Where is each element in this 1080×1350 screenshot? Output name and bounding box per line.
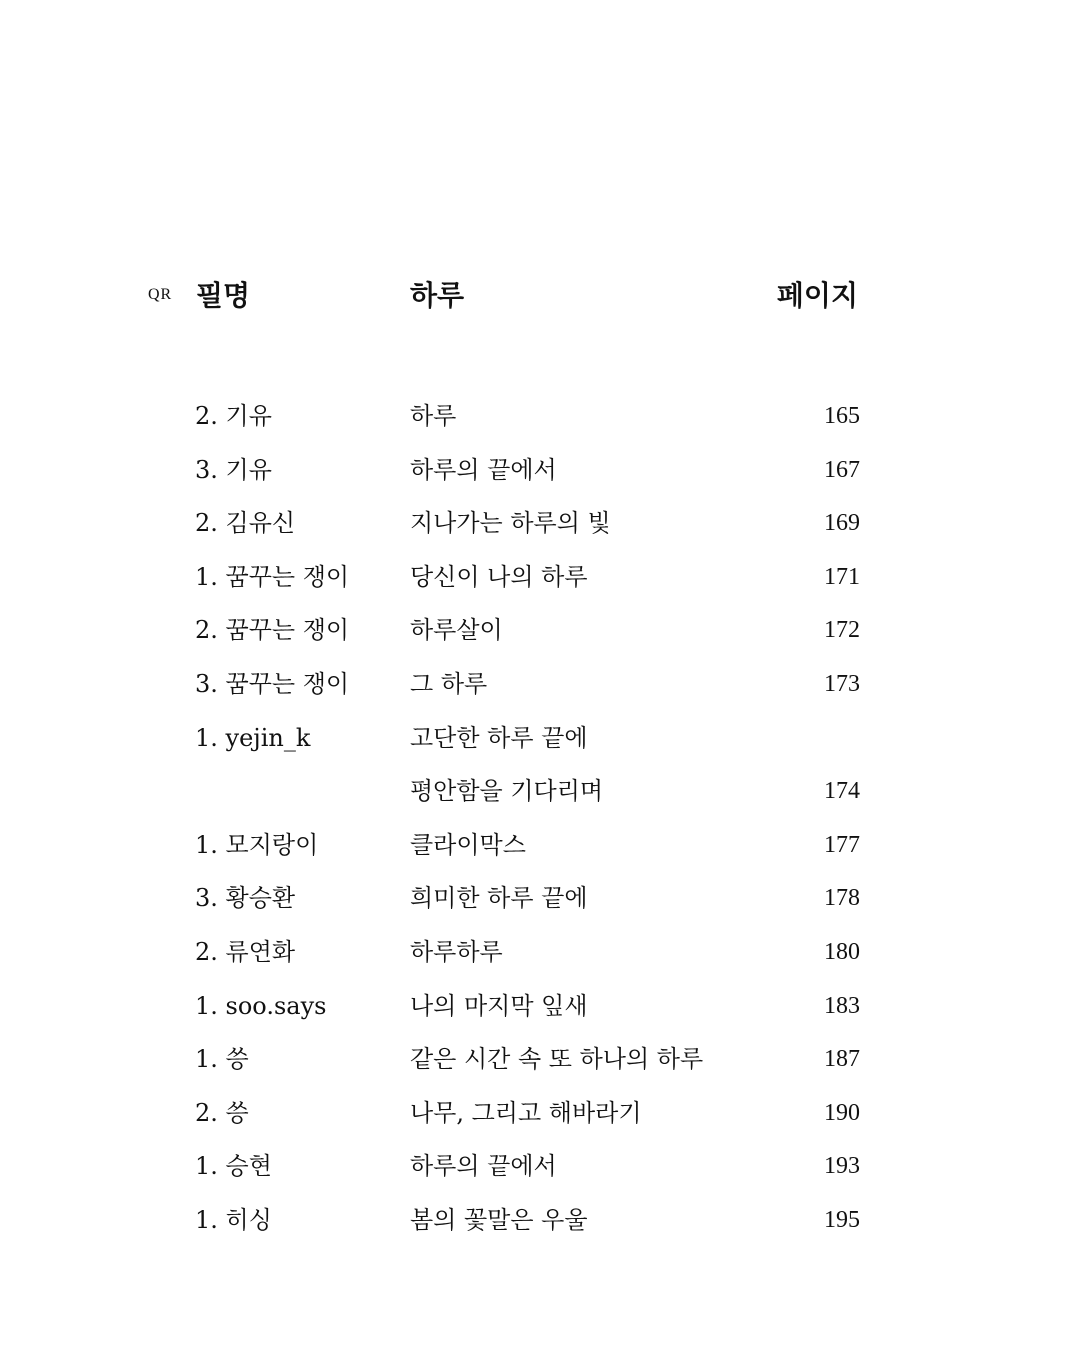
row-title: 나무, 그리고 해바라기 [410,1098,642,1127]
row-title: 하루살이 [410,616,503,645]
row-page-number: 183 [824,992,860,1019]
row-title: 나의 마지막 잎새 [410,991,588,1020]
row-author: 3. 기유 [195,455,272,484]
row-title: 하루 [410,402,457,430]
qr-label: QR [148,286,173,303]
row-author: 1. soo.says [195,991,327,1020]
column-header-page: 페이지 [776,279,858,312]
table-row [0,551,1080,605]
row-title: 고단한 하루 끝에 [410,723,588,752]
table-row [0,658,1080,712]
row-author: 1. 꿈꾸는 쟁이 [195,562,350,591]
row-title: 희미한 하루 끝에 [410,884,588,913]
row-title: 같은 시간 속 또 하나의 하루 [410,1045,704,1074]
row-author: 1. 히싱 [195,1205,272,1234]
row-title: 하루의 끝에서 [410,1152,557,1181]
row-title: 평안함을 기다리며 [410,777,604,806]
row-page-number: 173 [824,670,860,697]
row-page-number: 169 [824,510,860,537]
table-row [0,872,1080,926]
row-page-number: 187 [824,1046,860,1073]
table-row [0,1194,1080,1248]
row-page-number: 165 [824,403,860,429]
row-author: 2. 류연화 [195,937,296,966]
row-author: 1. 모지랑이 [195,830,319,859]
row-title: 하루하루 [410,937,503,966]
row-title: 지나가는 하루의 빛 [410,509,611,538]
table-row [0,497,1080,551]
row-author: 1. yejin_k [195,723,311,752]
table-row [0,980,1080,1034]
row-page-number: 195 [824,1206,860,1233]
row-author: 2. 김유신 [195,509,296,538]
row-page-number: 172 [824,617,860,644]
table-of-contents [0,390,1080,1248]
row-page-number: 174 [824,778,860,805]
table-row [0,1140,1080,1194]
table-row [0,1087,1080,1141]
row-page-number: 177 [824,831,860,858]
row-title: 그 하루 [410,669,488,698]
table-header [0,270,1080,320]
row-page-number: 167 [824,456,860,483]
row-author: 1. 씅 [195,1045,249,1074]
table-row [0,1033,1080,1087]
row-author: 2. 꿈꾸는 쟁이 [195,616,350,645]
row-author: 3. 황승환 [195,884,296,913]
row-author: 2. 기유 [195,402,272,430]
row-page-number: 178 [824,885,860,912]
row-author: 1. 승현 [195,1152,272,1181]
table-row [0,444,1080,498]
table-row [0,926,1080,980]
row-title: 당신이 나의 하루 [410,562,588,591]
table-row [0,390,1080,444]
column-header-title: 하루 [410,279,465,312]
row-author: 3. 꿈꾸는 쟁이 [195,669,350,698]
table-row [0,712,1080,766]
table-row [0,604,1080,658]
row-title: 하루의 끝에서 [410,455,557,484]
row-title: 클라이막스 [410,830,526,859]
row-page-number: 180 [824,938,860,965]
row-title: 봄의 꽃말은 우울 [410,1205,588,1234]
row-author: 2. 씅 [195,1098,249,1127]
column-header-author: 필명 [196,279,251,312]
table-row [0,819,1080,873]
row-page-number: 171 [824,563,860,590]
row-page-number: 193 [824,1153,860,1180]
row-page-number: 190 [824,1099,860,1126]
table-row [0,765,1080,819]
